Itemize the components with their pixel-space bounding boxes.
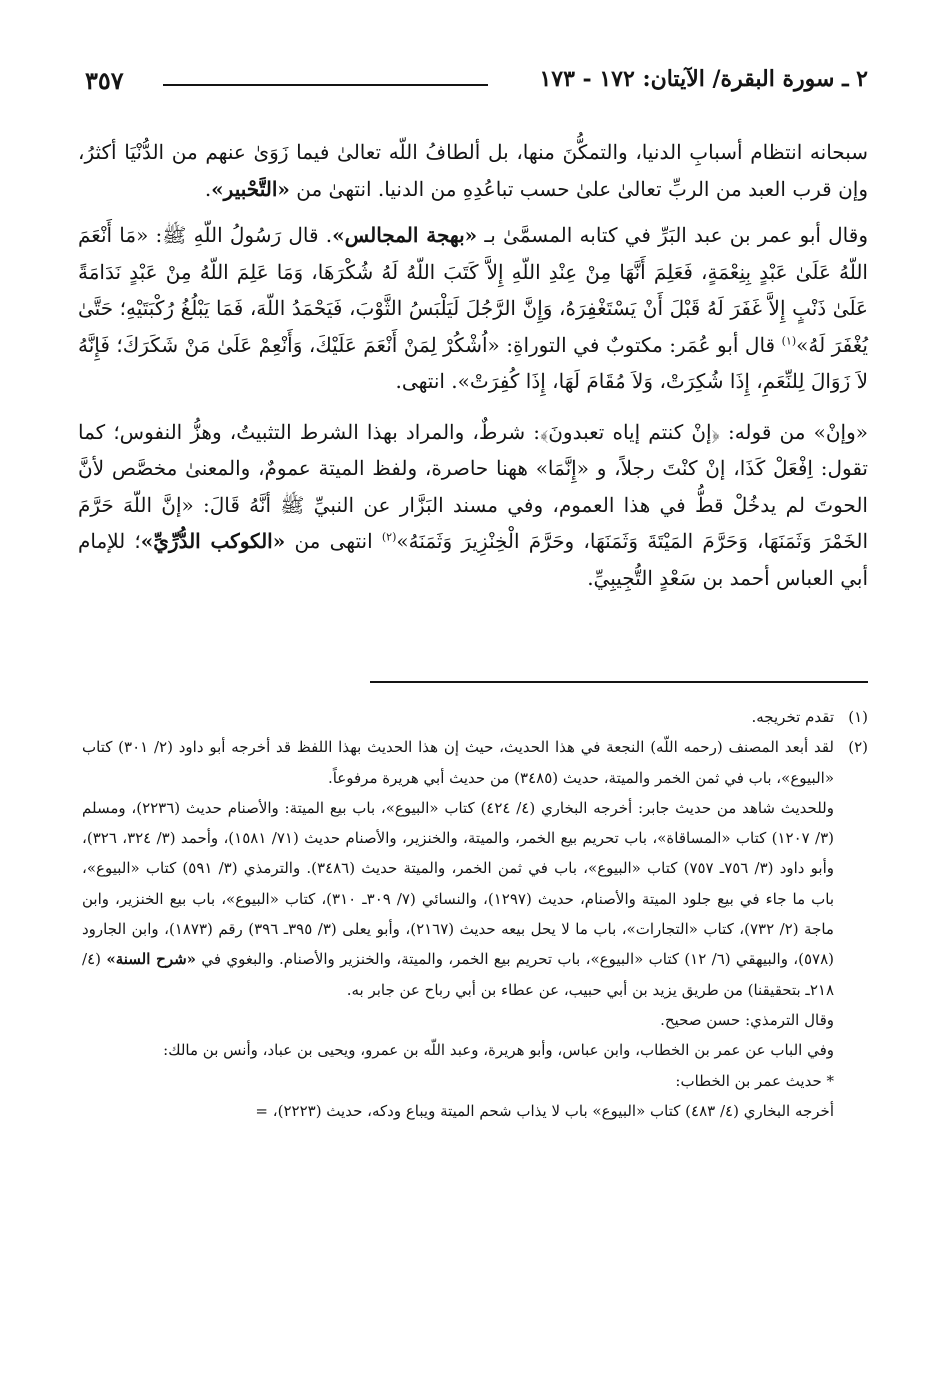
paragraph-2-hadith: . قال رَسُولُ اللّهِ ﷺ: «مَا أَنْعَمَ اللّهُ عَلَىٰ عَبْدٍ بِنِعْمَةٍ، فَعَلِمَ أَنَّهَا مِنْ عِنْدِ اللّهِ إِلاَّ كَتَبَ اللّهُ لَهُ شُكْرَهَا، وَمَا عَلِمَ اللّهُ مِنْ عَبْدٍ نَدَامَةً عَلَىٰ ذَنْبٍ إِلاَّ غَفَرَ لَهُ قَبْلَ أَنْ يَسْتَغْفِرَهُ، وَإِنَّ الرَّجُلَ لَيَلْبَسُ الثَّوْبَ، فَيَحْمَدُ اللّهَ، فَمَا يَبْلُغُ رُكْبَتَيْهِ؛ حَتَّىٰ يُغْفَرَ لَهُ» bbox=[78, 223, 868, 357]
footnote-2-book-title: «شرح السنة» bbox=[106, 950, 197, 969]
footnote-divider bbox=[370, 681, 868, 683]
paragraph-1-source: «التَّحْبير» bbox=[211, 176, 290, 201]
paragraph-3-source-intro: انتهى من bbox=[285, 529, 382, 553]
footnote-ref-2[interactable]: (٢) bbox=[381, 530, 397, 544]
footnote-2-para-1: لقد أبعد المصنف (رحمه اللّه) النجعة في هذا الحديث، حيث إن هذا الحديث بهذا اللفظ قد أخرجه أبو داود (٢/ ٣٠١) كتاب «البيوع»، باب في ثمن الخمر والميتة، حديث (٣٤٨٥) من حديث أبي هريرة مرفوعاً. bbox=[82, 738, 834, 787]
paragraph-1 bbox=[78, 134, 868, 207]
header-rule bbox=[163, 84, 488, 86]
footnote-2-para-3: وقال الترمذي: حسن صحيح. bbox=[660, 1010, 834, 1029]
paragraph-1-text: سبحانه انتظام أسبابِ الدنيا، والتمكُّنَ منها، بل ألطافُ اللّه تعالىٰ فيما زَوَىٰ عنهم من الدُّنْيَا أكثرُ، وإن قرب العبد من الربِّ تعالىٰ علىٰ حسب تباعُدِهِ من الدنيا. انتهىٰ من bbox=[78, 140, 868, 201]
paragraph-2-text: وقال أبو عمر بن عبد البَرِّ في كتابه المسمَّىٰ بـ bbox=[477, 223, 868, 247]
paragraph-3-tail: ؛ للإمام أبي العباس أحمد بن سَعْدٍ التُّجِيبِيِّ. bbox=[78, 529, 868, 590]
footnote-2-para-2 bbox=[82, 793, 834, 1005]
main-text bbox=[78, 134, 868, 610]
paragraph-1-end: . bbox=[204, 176, 212, 201]
footnote-2-para-2-tail: (٤/ ٢١٨ـ بتحقيقنا) من طريق يزيد بن أبي حبيب، عن عطاء بن أبي رباح عن جابر به. bbox=[82, 950, 834, 999]
footnote-2 bbox=[82, 732, 868, 1126]
footnote-2-para-6: أخرجه البخاري (٤/ ٤٨٣) كتاب «البيوع» باب لا يذاب شحم الميتة ويباع ودكه، حديث (٢٢٢٣)، = bbox=[255, 1101, 834, 1120]
page-number: ٣٥٧ bbox=[85, 66, 124, 95]
paragraph-2-book-title: «بهجة المجالس» bbox=[332, 223, 478, 247]
footnote-2-para-2-text: وللحديث شاهد من حديث جابر: أخرجه البخاري (٤/ ٤٢٤) كتاب «البيوع»، باب بيع الميتة: والأصنام حديث (٢٢٣٦)، ومسلم (٣/ ١٢٠٧) كتاب «المساقاة»، باب تحريم بيع الخمر، والميتة، والخنزير، والأصنام حديث (٧١/ ١٥٨١)، وأحمد (٣/ ٣٢٤، ٣٢٦)، وأبو داود (٣/ ٧٥٦ـ ٧٥٧) كتاب «البيوع»، باب في ثمن الخمر، والميتة حديث (٣٤٨٦). والترمذي (٣/ ٥٩١) كتاب «البيوع»، باب ما جاء في بيع جلود الميتة والأصنام، حديث (١٢٩٧)، والنسائي (٧/ ٣٠٩ـ ٣١٠)، كتاب «البيوع»، باب بيع الخنزير، وابن ماجة (٢/ ٧٣٢)، كتاب «التجارات»، باب ما لا يحل بيعه حديث (٢١٦٧)، وأبو يعلى (٣/ ٣٩٥ـ ٣٩٦) رقم (١٨٧٣)، وابن الجارود (٥٧٨)، والبيهقي (٦/ ١٢) كتاب «البيوع»، باب تحريم بيع الخمر، والميتة، والخنزير والأصنام. والبغوي في bbox=[82, 798, 835, 969]
footnote-ref-1[interactable]: (١) bbox=[781, 333, 797, 347]
footnote-2-para-4: وفي الباب عن عمر بن الخطاب، وابن عباس، وأبو هريرة، وعبد اللّه بن عمرو، ويحيى بن عباد، وأنس بن مالك: bbox=[163, 1041, 834, 1060]
paragraph-3 bbox=[78, 414, 868, 597]
footnotes bbox=[82, 702, 868, 1126]
paragraph-2-tail: قال أبو عُمَر: مكتوبٌ في التوراةِ: «اُشْكُرْ لِمَنْ أَنْعَمَ عَلَيْكَ، وَأَنْعِمْ عَلَىٰ مَنْ شَكَرَكَ؛ فَإِنَّهُ لاَ زَوَالَ لِلنِّعَمِ، إِذَا شُكِرَتْ، وَلاَ مُقَامَ لَهَا، إِذَا كُفِرَتْ». انتهى. bbox=[78, 332, 868, 393]
paragraph-3-book-title: «الكوكب الدُّرِّيِّ» bbox=[140, 529, 286, 553]
footnote-2-para-5: * حديث عمر بن الخطاب: bbox=[675, 1071, 834, 1090]
paragraph-2 bbox=[78, 217, 868, 400]
running-head: ٢ ـ سورة البقرة/ الآيتان: ١٧٢ - ١٧٣ bbox=[539, 66, 868, 92]
footnote-number: (١) bbox=[848, 708, 868, 726]
page-header bbox=[85, 66, 868, 106]
paragraph-3-text: «وإنْ» من قوله: ﴿إنْ كنتم إياه تعبدونَ﴾: شرطٌ، والمراد بهذا الشرط التثبيتُ، وهزُّ النفوس؛ كما تقول: اِفْعَلْ كَذَا، إنْ كنْتَ رجلاً، و «إِنَّمَا» ههنا حاصرة، ولفظ الميتة عمومٌ، والمعنىٰ مخصَّص لأنَّ الحوتَ لم يدخُلْ قطُّ في هذا العموم، وفي مسند البَزَّار عن النبيِّ ﷺ أنَّهُ قَالَ: «إنَّ اللّهَ حَرَّمَ الخَمْرَ وَثَمَنَهَا، وَحَرَّمَ المَيْتَةَ وَثَمَنَهَا، وحَرَّمَ الْخِنْزِيرَ وَثَمَنَهُ» bbox=[78, 419, 868, 553]
footnote-text: تقدم تخريجه. bbox=[751, 708, 834, 726]
footnote-1 bbox=[82, 702, 868, 732]
footnote-number: (٢) bbox=[848, 738, 868, 757]
